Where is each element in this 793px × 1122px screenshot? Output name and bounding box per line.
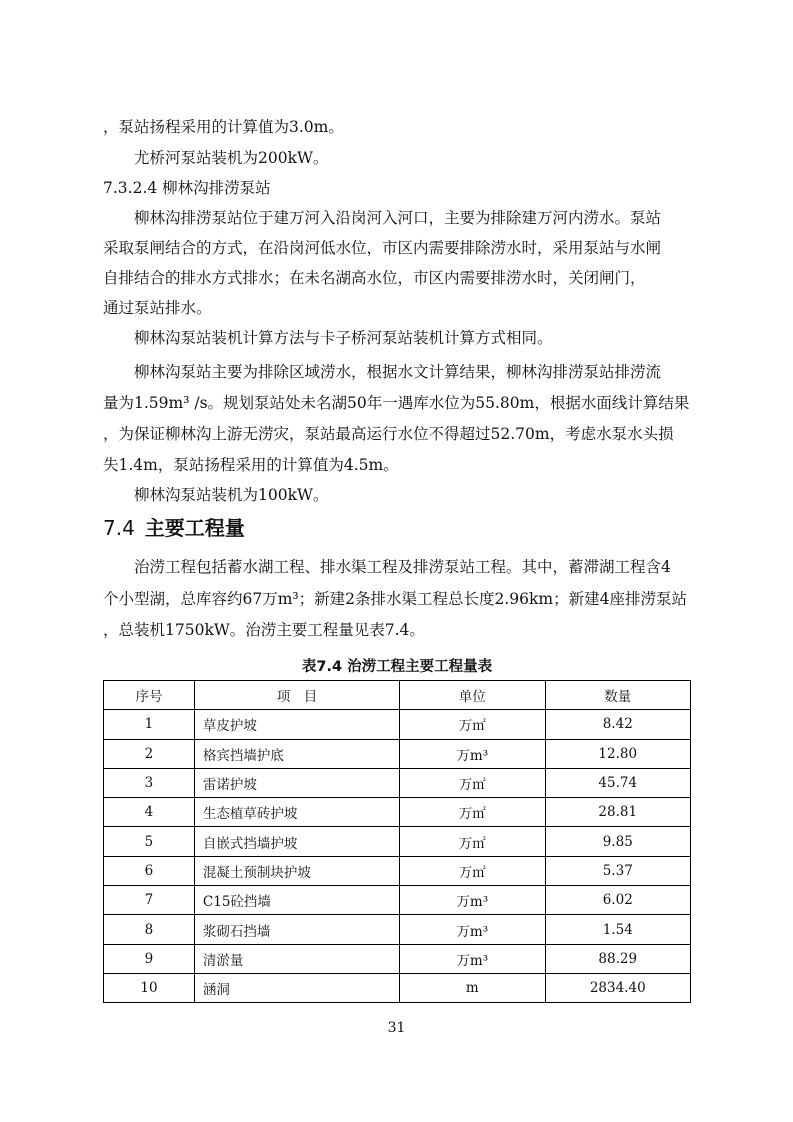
cell-quantity: 8.42 — [545, 710, 691, 739]
cell-item: 草皮护坡 — [194, 710, 399, 739]
cell-quantity: 12.80 — [545, 739, 691, 768]
table-row — [104, 973, 691, 1002]
cell-index: 3 — [104, 768, 195, 797]
cell-unit: 万㎡ — [400, 827, 545, 856]
cell-index: 8 — [104, 915, 195, 944]
cell-unit: 万㎡ — [400, 856, 545, 885]
cell-unit: 万㎡ — [400, 710, 545, 739]
paragraph-line: 柳林沟泵站装机计算方法与卡子桥河泵站装机计算方式相同。 — [134, 329, 553, 347]
table-row — [104, 739, 691, 768]
paragraph-line: 通过泵站排水。 — [103, 299, 212, 317]
cell-item: 生态植草砖护坡 — [194, 798, 399, 827]
cell-unit: 万m³ — [400, 915, 545, 944]
cell-index: 7 — [104, 886, 195, 915]
cell-index: 1 — [104, 710, 195, 739]
section-heading: 7.3.2.4 柳林沟排涝泵站 — [103, 179, 271, 197]
table-row — [104, 915, 691, 944]
header-quantity: 数量 — [545, 681, 691, 710]
table-row — [104, 827, 691, 856]
cell-quantity: 6.02 — [545, 886, 691, 915]
table-row — [104, 856, 691, 885]
paragraph-line: 量为1.59m³ /s。规划泵站处未名湖50年一遇库水位为55.80m，根据水面线计算结果 — [103, 394, 690, 412]
paragraph-line: ，为保证柳林沟上游无涝灾，泵站最高运行水位不得超过52.70m，考虑水泵水头损 — [103, 425, 674, 443]
cell-item: 混凝土预制块护坡 — [194, 856, 399, 885]
paragraph-line: 治涝工程包括蓄水湖工程、排水渠工程及排涝泵站工程。其中，蓄滞湖工程含4 — [134, 558, 671, 576]
cell-quantity: 2834.40 — [545, 973, 691, 1002]
paragraph-line: 自排结合的排水方式排水；在未名湖高水位，市区内需要排涝水时，关闭闸门， — [103, 269, 646, 287]
cell-index: 9 — [104, 944, 195, 973]
cell-item: 格宾挡墙护底 — [194, 739, 399, 768]
section-number: 7.4 — [103, 516, 135, 540]
cell-item: C15砼挡墙 — [194, 886, 399, 915]
paragraph-line: 采取泵闸结合的方式，在沿岗河低水位，市区内需要排除涝水时，采用泵站与水闸 — [103, 239, 662, 257]
cell-item: 浆砌石挡墙 — [194, 915, 399, 944]
section-title — [103, 515, 245, 541]
paragraph-line: ，泵站扬程采用的计算值为3.0m。 — [103, 118, 344, 136]
paragraph-line: 柳林沟泵站装机为100kW。 — [134, 486, 329, 504]
paragraph-line: ，总装机1750kW。治涝主要工程量见表7.4。 — [103, 621, 425, 639]
paragraph-line: 个小型湖，总库容约67万m³；新建2条排水渠工程总长度2.96km；新建4座排涝泵站 — [103, 590, 687, 608]
header-unit: 单位 — [400, 681, 545, 710]
cell-quantity: 28.81 — [545, 798, 691, 827]
cell-unit: 万m³ — [400, 739, 545, 768]
cell-unit: 万m³ — [400, 886, 545, 915]
cell-item: 涵洞 — [194, 973, 399, 1002]
table-row — [104, 798, 691, 827]
table-row — [104, 768, 691, 797]
paragraph-line: 柳林沟泵站主要为排除区域涝水，根据水文计算结果，柳林沟排涝泵站排涝流 — [134, 363, 662, 381]
cell-index: 4 — [104, 798, 195, 827]
cell-quantity: 88.29 — [545, 944, 691, 973]
cell-item: 雷诺护坡 — [194, 768, 399, 797]
cell-unit: 万㎡ — [400, 768, 545, 797]
table-row — [104, 710, 691, 739]
cell-unit: 万㎡ — [400, 798, 545, 827]
table-caption: 表7.4 治涝工程主要工程量表 — [301, 659, 493, 675]
cell-unit: 万m³ — [400, 944, 545, 973]
page-number: 31 — [387, 1020, 406, 1036]
cell-quantity: 1.54 — [545, 915, 691, 944]
table-row — [104, 944, 691, 973]
header-item: 项 目 — [194, 681, 399, 710]
cell-index: 5 — [104, 827, 195, 856]
table-header-row — [104, 681, 691, 710]
quantities-table — [103, 680, 691, 1003]
paragraph-line: 失1.4m，泵站扬程采用的计算值为4.5m。 — [103, 456, 399, 474]
cell-index: 10 — [104, 973, 195, 1002]
cell-quantity: 45.74 — [545, 768, 691, 797]
table-row — [104, 886, 691, 915]
cell-quantity: 9.85 — [545, 827, 691, 856]
section-title-text: 主要工程量 — [144, 516, 245, 540]
cell-unit: m — [400, 973, 545, 1002]
cell-item: 清淤量 — [194, 944, 399, 973]
header-index: 序号 — [104, 681, 195, 710]
paragraph-line: 柳林沟排涝泵站位于建万河入沿岗河入河口，主要为排除建万河内涝水。泵站 — [134, 209, 662, 227]
cell-index: 2 — [104, 739, 195, 768]
cell-item: 自嵌式挡墙护坡 — [194, 827, 399, 856]
paragraph-line: 尤桥河泵站装机为200kW。 — [134, 149, 329, 167]
cell-quantity: 5.37 — [545, 856, 691, 885]
cell-index: 6 — [104, 856, 195, 885]
